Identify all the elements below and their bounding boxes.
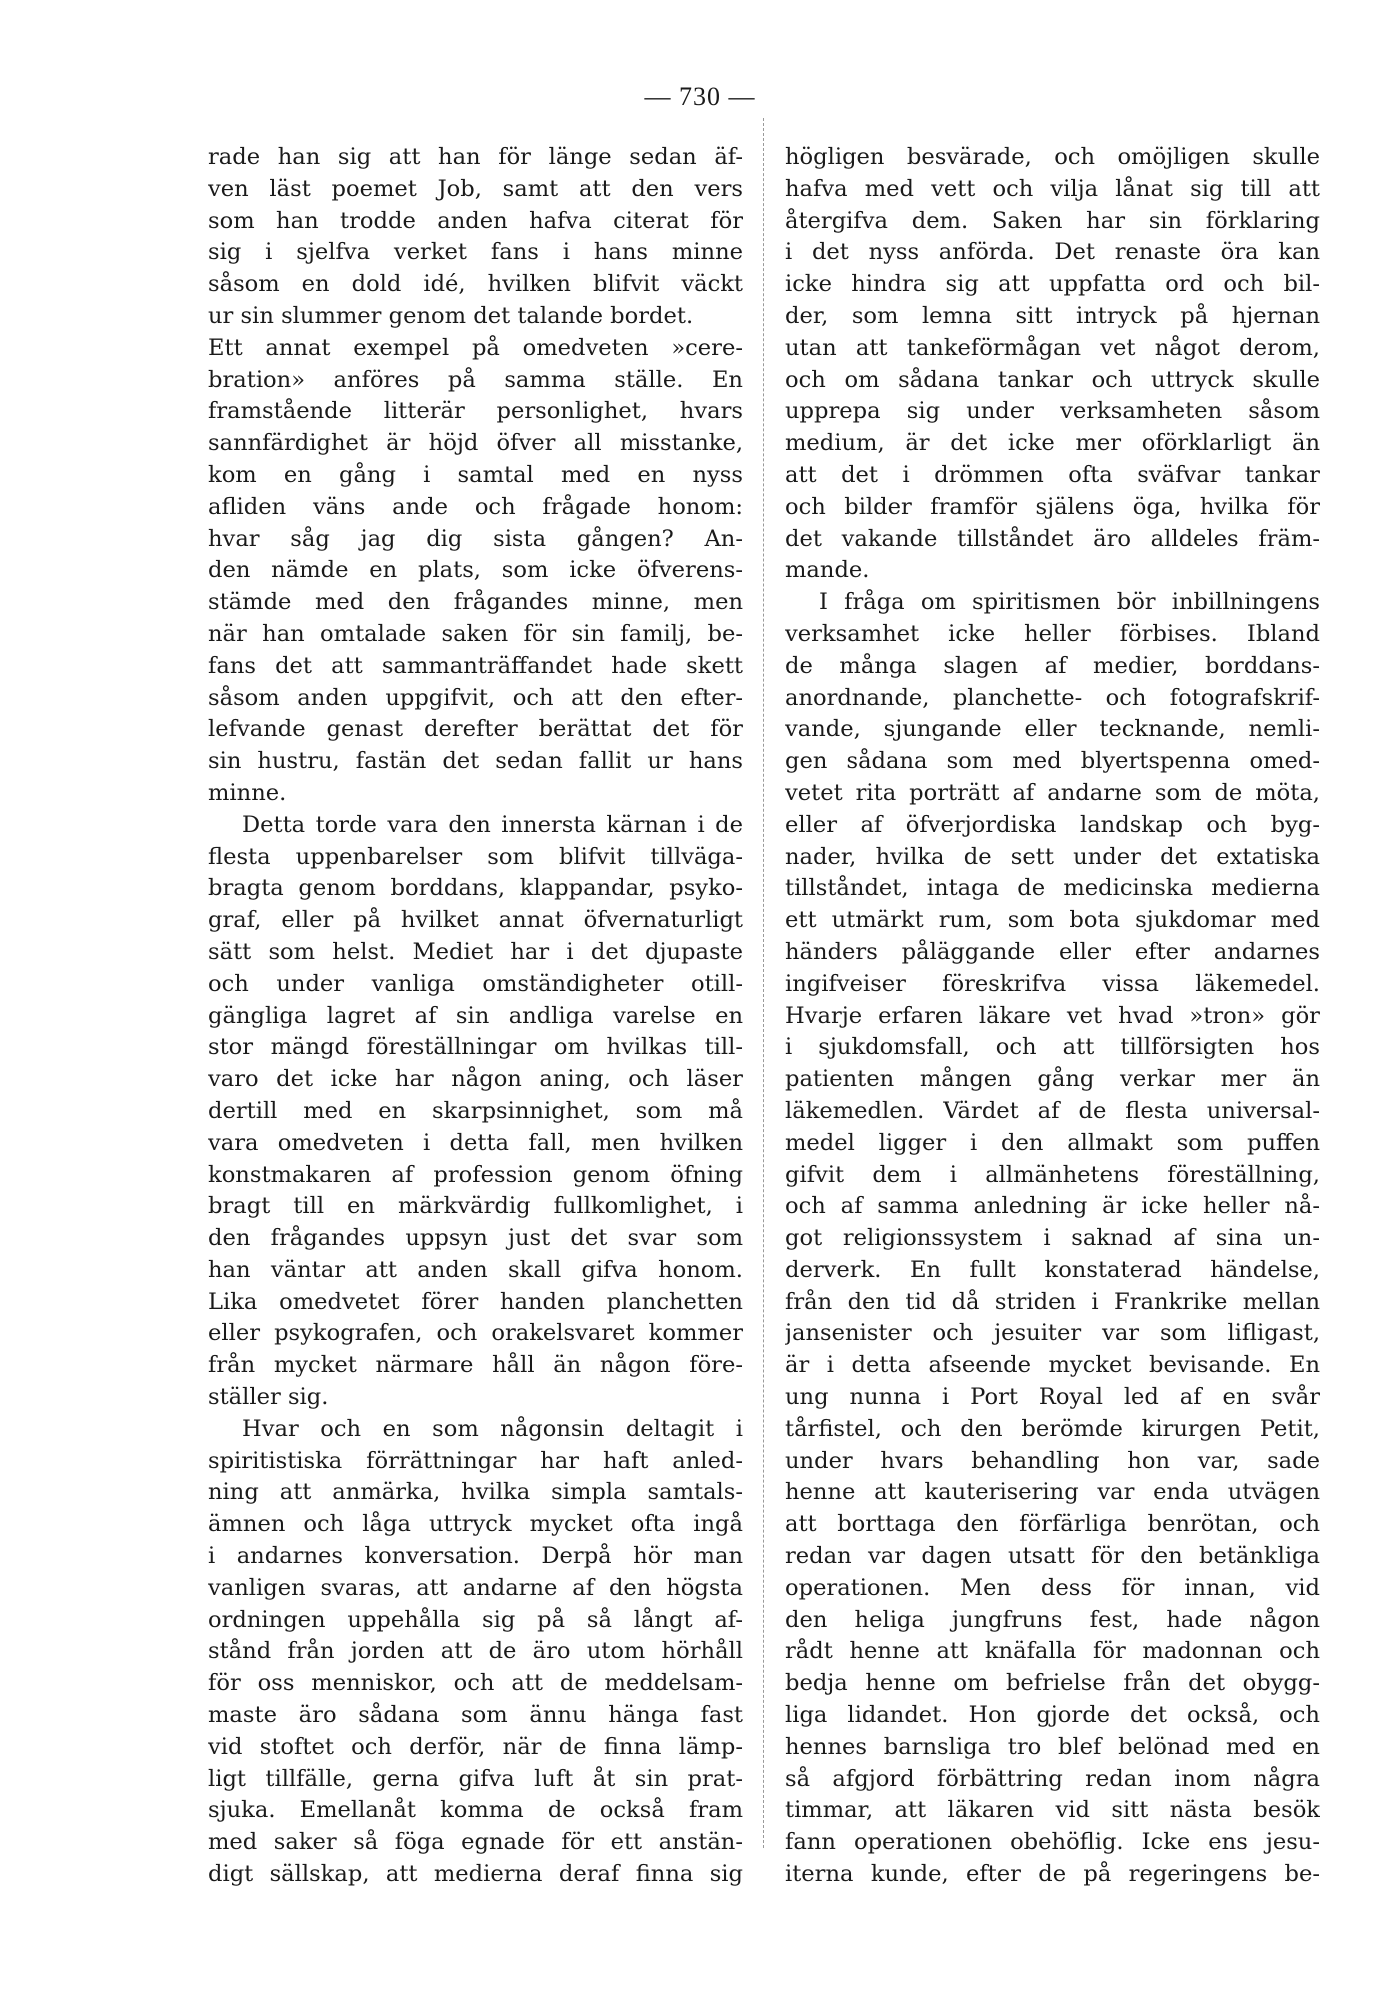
text-line: den nämde en plats, som icke öfverens- bbox=[208, 557, 743, 584]
text-line: bedja henne om befrielse från det obygg- bbox=[785, 1670, 1320, 1697]
text-line: och bilder framför själens öga, hvilka för bbox=[785, 493, 1320, 520]
text-line: maste äro sådana som ännu hänga fast bbox=[208, 1702, 743, 1729]
text-line: icke hindra sig att uppfatta ord och bil- bbox=[785, 271, 1320, 298]
text-line: iterna kunde, efter de på regeringens be- bbox=[785, 1861, 1320, 1888]
text-line: timmar, att läkaren vid sitt nästa besök bbox=[785, 1797, 1320, 1824]
right-column bbox=[785, 142, 1320, 1891]
text-line: Ett annat exempel på omedveten »cere- bbox=[208, 334, 743, 361]
text-line: sig i sjelfva verket fans i hans minne bbox=[208, 239, 743, 266]
text-line: sätt som helst. Mediet har i det djupaste bbox=[208, 938, 743, 965]
text-line: ställer sig. bbox=[208, 1384, 329, 1411]
text-line: jansenister och jesuiter var som lifligast, bbox=[785, 1320, 1320, 1347]
text-line: ämnen och låga uttryck mycket ofta ingå bbox=[208, 1511, 743, 1538]
text-line: Detta torde vara den innersta kärnan i de bbox=[242, 811, 743, 838]
text-line: vetet rita porträtt af andarne som de möta, bbox=[785, 779, 1320, 806]
text-line: för oss menniskor, och att de meddelsam- bbox=[208, 1670, 743, 1697]
text-line: fann operationen obehöflig. Icke ens jesu- bbox=[785, 1829, 1320, 1856]
text-line: stämde med den frågandes minne, men bbox=[208, 589, 743, 616]
text-line: bration» anföres på samma ställe. En bbox=[208, 366, 743, 393]
text-line: varo det icke har någon aning, och läser bbox=[208, 1066, 743, 1093]
text-line: att borttaga den förfärliga benrötan, och bbox=[785, 1511, 1320, 1538]
text-line: i det nyss anförda. Det renaste öra kan bbox=[785, 239, 1320, 266]
text-line: rådt henne att knäfalla för madonnan och bbox=[785, 1638, 1320, 1665]
text-line: återgifva dem. Saken har sin förklaring bbox=[785, 207, 1320, 234]
text-line: och under vanliga omständigheter otill- bbox=[208, 970, 743, 997]
text-line: minne. bbox=[208, 779, 287, 806]
text-line: ven läst poemet Job, samt att den vers bbox=[208, 175, 743, 202]
text-line: de många slagen af medier, borddans- bbox=[785, 652, 1320, 679]
text-line: rade han sig att han för länge sedan äf- bbox=[208, 144, 743, 170]
text-line: nader, hvilka de sett under det extatiska bbox=[785, 843, 1320, 870]
text-line: dertill med en skarpsinnighet, som må bbox=[208, 1097, 743, 1124]
text-line: högligen besvärade, och omöjligen skulle bbox=[785, 144, 1320, 170]
text-line: vara omedveten i detta fall, men hvilken bbox=[208, 1129, 743, 1156]
text-line: och om sådana tankar och uttryck skulle bbox=[785, 366, 1320, 393]
text-line: fans det att sammanträffandet hade skett bbox=[208, 652, 743, 679]
text-line: det vakande tillståndet äro alldeles främ- bbox=[785, 525, 1320, 552]
text-line: den heliga jungfruns fest, hade någon bbox=[785, 1606, 1320, 1633]
text-line: liga lidandet. Hon gjorde det också, och bbox=[785, 1702, 1320, 1729]
text-line: från den tid då striden i Frankrike mellan bbox=[785, 1288, 1320, 1315]
text-line: digt sällskap, att medierna deraf finna sig bbox=[208, 1861, 743, 1888]
text-line: spiritistiska förrättningar har haft anled- bbox=[208, 1447, 743, 1474]
text-line: utan att tankeförmågan vet något derom, bbox=[785, 334, 1320, 361]
text-line: verksamhet icke heller förbises. Ibland bbox=[785, 620, 1320, 647]
text-line: från mycket närmare håll än någon före- bbox=[208, 1352, 743, 1379]
text-line: i andarnes konversation. Derpå hör man bbox=[208, 1543, 743, 1570]
column-divider bbox=[763, 118, 764, 1848]
text-line: och af samma anledning är icke heller nå- bbox=[785, 1193, 1320, 1220]
text-line: sjuka. Emellanåt komma de också fram bbox=[208, 1797, 743, 1824]
text-line: ett utmärkt rum, som bota sjukdomar med bbox=[785, 907, 1320, 934]
text-line: som han trodde anden hafva citerat för bbox=[208, 207, 743, 234]
text-line: stånd från jorden att de äro utom hörhåll bbox=[208, 1638, 743, 1665]
text-line: ung nunna i Port Royal led af en svår bbox=[785, 1384, 1320, 1411]
text-line: den frågandes uppsyn just det svar som bbox=[208, 1225, 743, 1252]
text-line: eller psykografen, och orakelsvaret kommer bbox=[208, 1320, 743, 1347]
text-line: eller af öfverjordiska landskap och byg- bbox=[785, 811, 1320, 838]
text-line: läkemedlen. Värdet af de flesta universal- bbox=[785, 1097, 1320, 1124]
text-line: att det i drömmen ofta sväfvar tankar bbox=[785, 461, 1320, 488]
text-line: tårfistel, och den berömde kirurgen Petit, bbox=[785, 1415, 1320, 1442]
text-line: henne att kauterisering var enda utvägen bbox=[785, 1479, 1320, 1506]
text-line: vande, sjungande eller tecknande, nemli- bbox=[785, 716, 1320, 743]
text-line: derverk. En fullt konstaterad händelse, bbox=[785, 1256, 1320, 1283]
text-line: tillståndet, intaga de medicinska medierna bbox=[785, 875, 1320, 902]
text-line: Lika omedvetet förer handen planchetten bbox=[208, 1288, 743, 1315]
text-line: Hvar och en som någonsin deltagit i bbox=[242, 1415, 743, 1442]
text-line: konstmakaren af profession genom öfning bbox=[208, 1161, 743, 1188]
text-line: anordnande, planchette- och fotografskrif- bbox=[785, 684, 1320, 711]
left-column bbox=[208, 142, 743, 1891]
text-line: såsom anden uppgifvit, och att den efter- bbox=[208, 684, 743, 711]
text-line: ur sin slummer genom det talande bordet. bbox=[208, 302, 694, 329]
text-line: sin hustru, fastän det sedan fallit ur hans bbox=[208, 748, 743, 775]
text-line: afliden väns ande och frågade honom: bbox=[208, 493, 743, 520]
text-line: så afgjord förbättring redan inom några bbox=[785, 1765, 1320, 1792]
text-line: ordningen uppehålla sig på så långt af- bbox=[208, 1606, 743, 1633]
text-line: got religionssystem i saknad af sina un- bbox=[785, 1225, 1320, 1252]
text-line: hvar såg jag dig sista gången? An- bbox=[208, 525, 743, 552]
text-line: medel ligger i den allmakt som puffen bbox=[785, 1129, 1320, 1156]
text-line: mande. bbox=[785, 557, 870, 584]
text-line: gen sådana som med blyertspenna omed- bbox=[785, 748, 1320, 775]
text-line: graf, eller på hvilket annat öfvernaturligt bbox=[208, 907, 743, 934]
text-line: sannfärdighet är höjd öfver all misstanke, bbox=[208, 430, 743, 457]
text-line: operationen. Men dess för innan, vid bbox=[785, 1574, 1320, 1601]
text-line: ingifveiser föreskrifva vissa läkemedel. bbox=[785, 970, 1320, 997]
text-line: hafva med vett och vilja lånat sig till att bbox=[785, 175, 1320, 202]
text-line: Hvarje erfaren läkare vet hvad »tron» gör bbox=[785, 1002, 1320, 1029]
text-line: kom en gång i samtal med en nyss bbox=[208, 461, 743, 488]
text-line: vid stoftet och derför, när de finna lämp- bbox=[208, 1733, 743, 1760]
text-line: vanligen svaras, att andarne af den högsta bbox=[208, 1574, 743, 1601]
text-line: upprepa sig under verksamheten såsom bbox=[785, 398, 1320, 425]
text-line: patienten mången gång verkar mer än bbox=[785, 1066, 1320, 1093]
text-line: stor mängd föreställningar om hvilkas till- bbox=[208, 1034, 743, 1061]
text-line: när han omtalade saken för sin familj, be- bbox=[208, 620, 743, 647]
text-line: redan var dagen utsatt för den betänkliga bbox=[785, 1543, 1320, 1570]
text-line: i sjukdomsfall, och att tillförsigten hos bbox=[785, 1034, 1320, 1061]
text-line: bragta genom borddans, klappandar, psyko- bbox=[208, 875, 743, 902]
text-line: ning att anmärka, hvilka simpla samtals- bbox=[208, 1479, 743, 1506]
page-number: — 730 — bbox=[644, 82, 756, 111]
text-line: der, som lemna sitt intryck på hjernan bbox=[785, 302, 1320, 329]
text-line: såsom en dold idé, hvilken blifvit väckt bbox=[208, 271, 743, 298]
text-line: händers påläggande eller efter andarnes bbox=[785, 938, 1320, 965]
text-line: är i detta afseende mycket bevisande. En bbox=[785, 1352, 1320, 1379]
text-line: med saker så föga egnade för ett anstän- bbox=[208, 1829, 743, 1856]
text-line: under hvars behandling hon var, sade bbox=[785, 1447, 1320, 1474]
text-line: framstående litterär personlighet, hvars bbox=[208, 398, 743, 425]
text-line: lefvande genast derefter berättat det för bbox=[208, 716, 743, 743]
text-line: han väntar att anden skall gifva honom. bbox=[208, 1256, 743, 1283]
text-line: gängliga lagret af sin andliga varelse en bbox=[208, 1002, 743, 1029]
text-line: flesta uppenbarelser som blifvit tillväga- bbox=[208, 843, 743, 870]
text-line: ligt tillfälle, gerna gifva luft åt sin prat- bbox=[208, 1765, 743, 1792]
text-line: bragt till en märkvärdig fullkomlighet, i bbox=[208, 1193, 743, 1220]
text-line: hennes barnsliga tro blef belönad med en bbox=[785, 1733, 1320, 1760]
text-line: gifvit dem i allmänhetens föreställning, bbox=[785, 1161, 1320, 1188]
text-line: medium, är det icke mer oförklarligt än bbox=[785, 430, 1320, 457]
text-line: I fråga om spiritismen bör inbillningens bbox=[819, 589, 1320, 616]
